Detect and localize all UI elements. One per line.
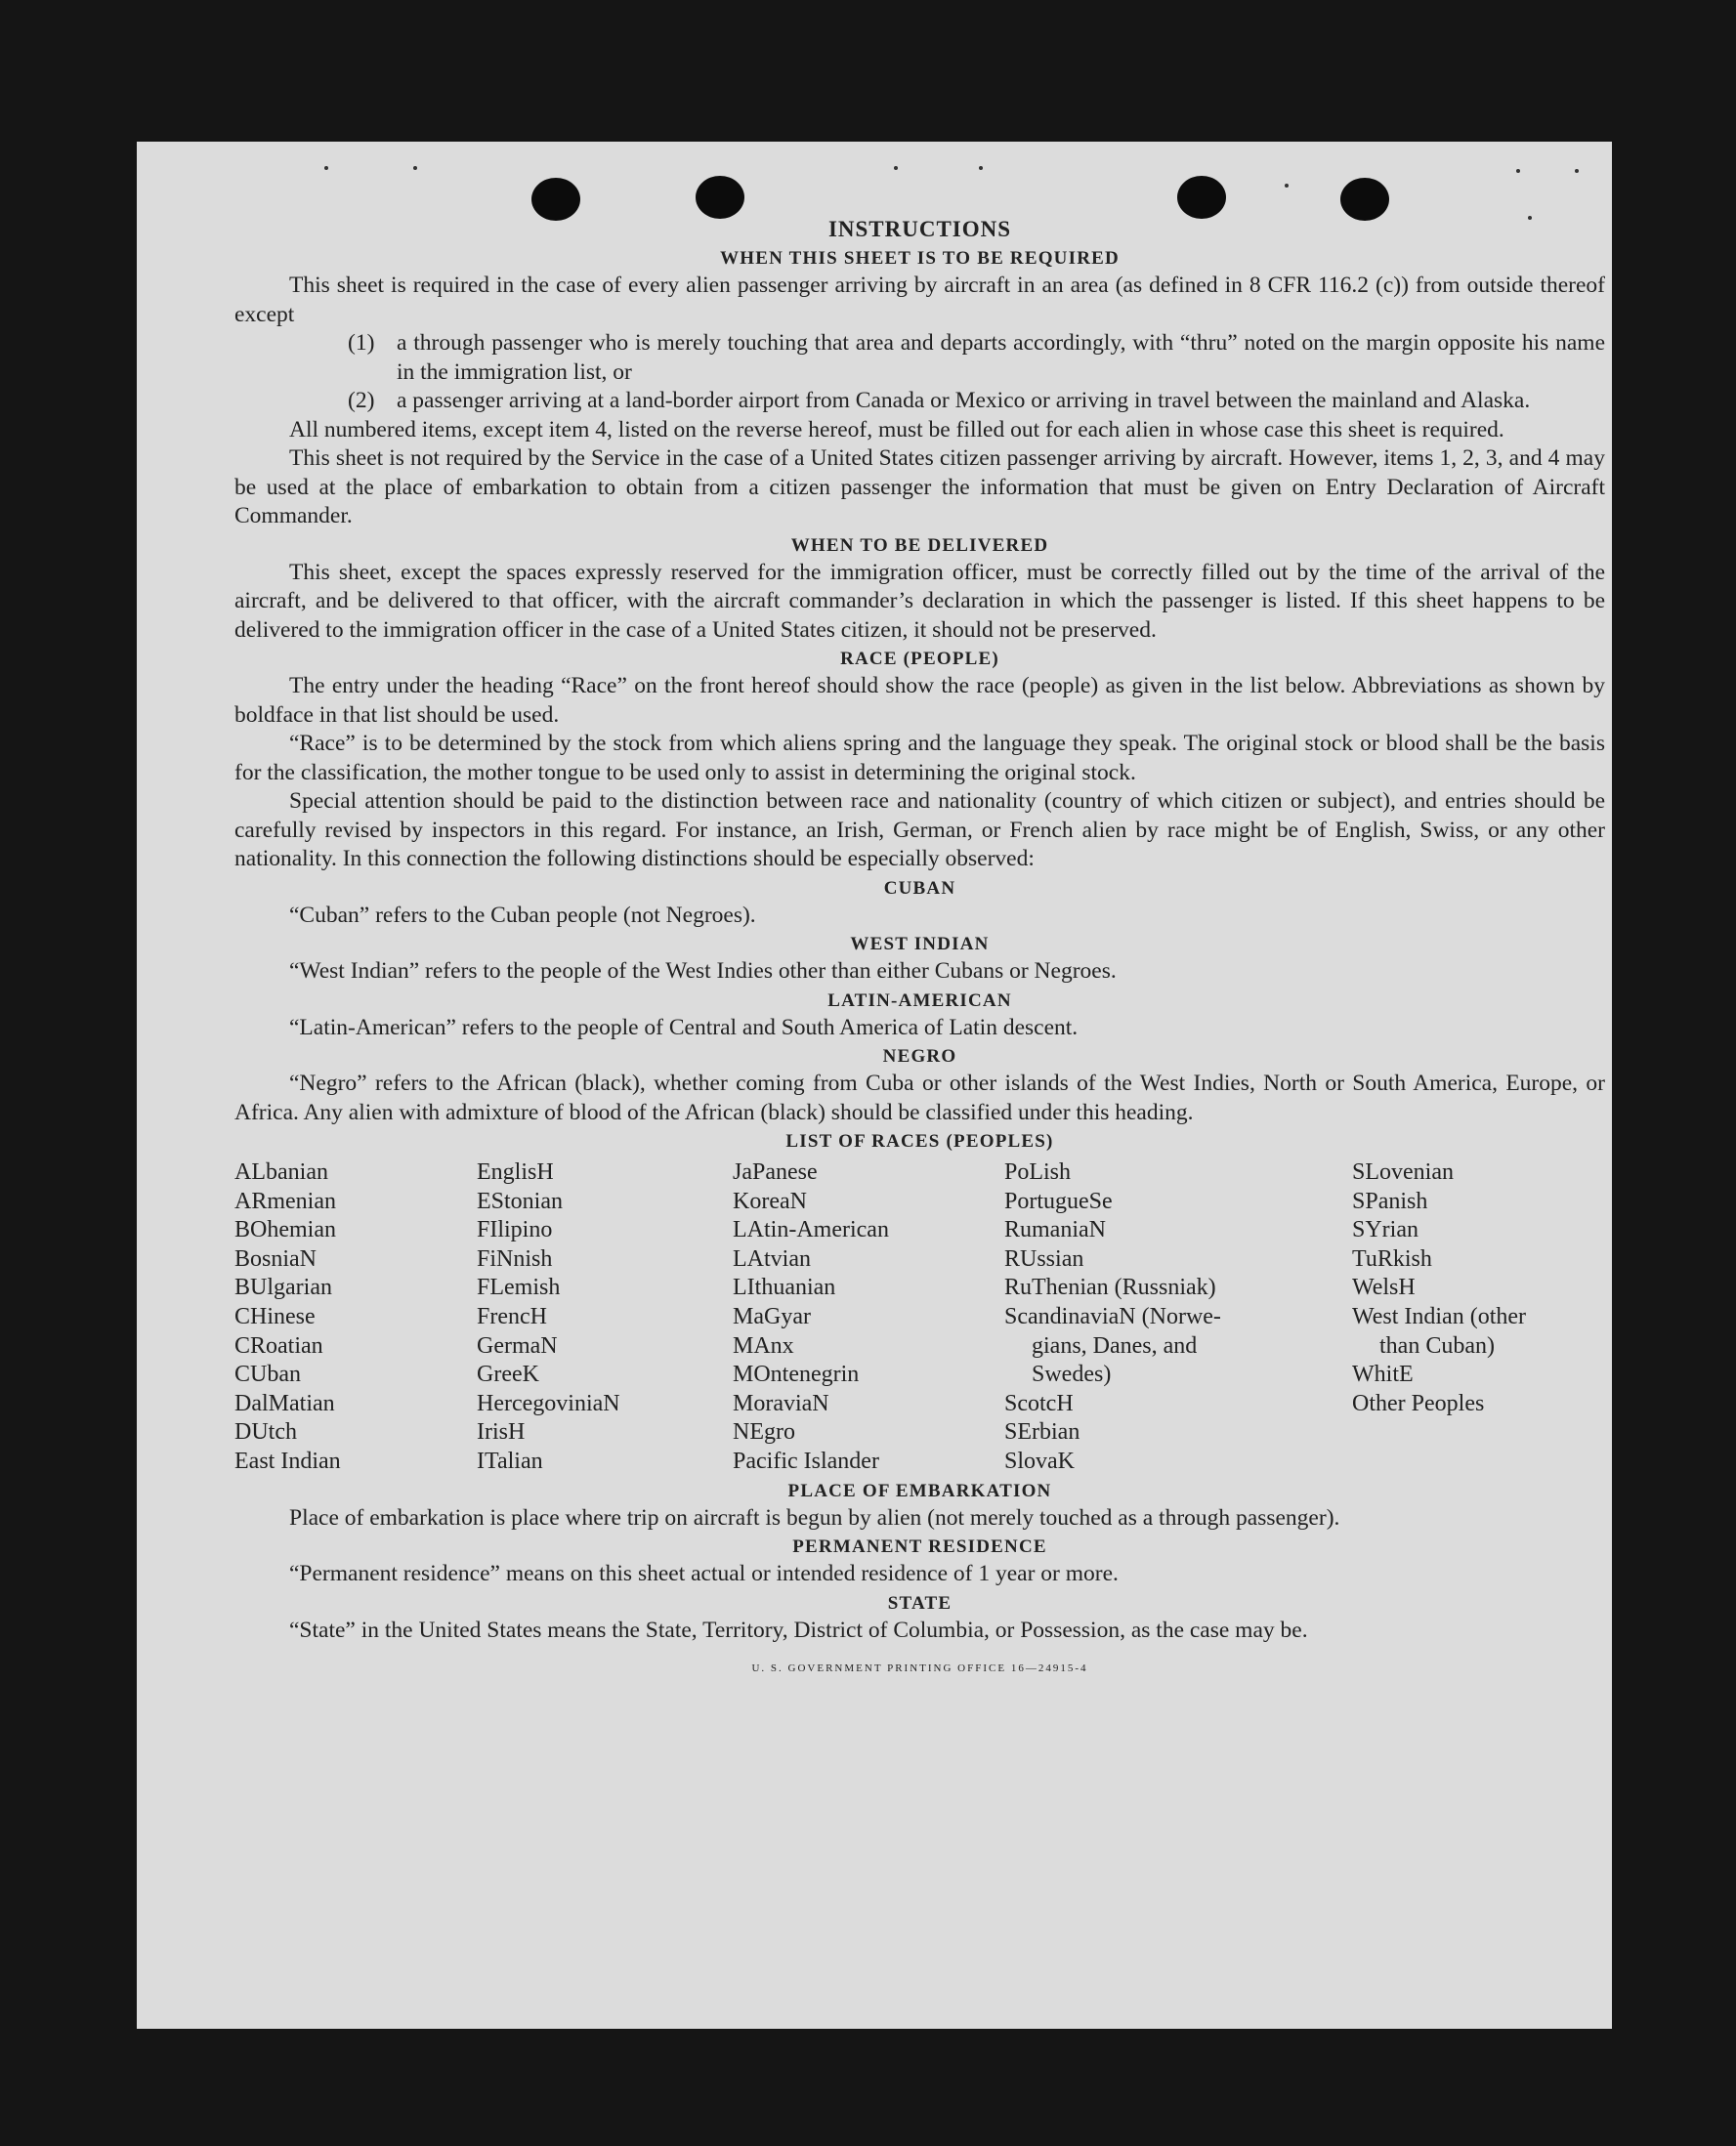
- section-heading: PLACE OF EMBARKATION: [787, 1480, 1052, 1501]
- race-entry: DalMatian: [234, 1390, 335, 1416]
- section-heading: WHEN TO BE DELIVERED: [790, 534, 1049, 556]
- race-entry: NEgro: [733, 1419, 795, 1446]
- section-heading: STATE: [887, 1592, 953, 1614]
- document-title: INSTRUCTIONS: [827, 217, 1012, 241]
- speck: [324, 166, 328, 170]
- printer-imprint: U. S. GOVERNMENT PRINTING OFFICE 16—24915-4: [751, 1662, 1088, 1675]
- race-entry: EnglisH: [477, 1159, 554, 1185]
- race-entry: SPanish: [1352, 1188, 1428, 1214]
- race-entry: CRoatian: [234, 1332, 323, 1359]
- race-entry: RUssian: [1004, 1245, 1084, 1272]
- race-entry: CHinese: [234, 1303, 316, 1329]
- race-entry: PoLish: [1004, 1159, 1072, 1185]
- race-entry: FIlipino: [477, 1217, 553, 1243]
- race-entry: FLemish: [477, 1275, 561, 1301]
- punch-hole: [1340, 178, 1389, 221]
- races-column: [733, 1158, 1004, 1477]
- speck: [894, 166, 898, 170]
- race-entry: East Indian: [234, 1448, 341, 1474]
- race-entry: West Indian (other: [1352, 1303, 1527, 1329]
- paragraph: “Negro” refers to the African (black), whether coming from Cuba or other islands of the West Indies, North or South America, Europe, or Africa. Any alien with admixture of blood of the African (black) should be classified under this heading.: [234, 1071, 1605, 1125]
- race-entry: RumaniaN: [1004, 1217, 1106, 1243]
- race-entry: GermaN: [477, 1332, 558, 1359]
- race-entry: MaGyar: [733, 1303, 811, 1329]
- race-entry: FiNnish: [477, 1245, 553, 1272]
- race-entry-continued: Swedes): [1032, 1362, 1112, 1388]
- race-entry: TuRkish: [1352, 1245, 1432, 1272]
- section-heading: RACE (PEOPLE): [840, 649, 999, 669]
- section-heading: CUBAN: [883, 877, 956, 899]
- paragraph: This sheet, except the spaces expressly reserved for the immigration officer, must be correctly filled out by the time of the arrival of the aircraft, and be delivered to that officer, with the aircraft commander’s declaration in which the passenger is listed. If this sheet happens to be delivered to the immigration officer in the case of a United States citizen, it should not be preserved.: [234, 559, 1605, 643]
- race-entry: HercegoviniaN: [477, 1390, 620, 1416]
- paragraph: “Cuban” refers to the Cuban people (not Negroes).: [289, 902, 756, 928]
- speck: [979, 166, 983, 170]
- speck: [1516, 169, 1520, 173]
- speck: [413, 166, 417, 170]
- race-entry: LAtin-American: [733, 1217, 889, 1243]
- item-number: (2): [348, 388, 375, 413]
- paragraph: This sheet is not required by the Service in the case of a United States citizen passenger arriving by aircraft. However, items 1, 2, 3, and 4 may be used at the place of embarkation to obtain from a citizen passenger the information that must be given on Entry Declaration of Aircraft Commander.: [234, 445, 1605, 528]
- paragraph: The entry under the heading “Race” on the front hereof should show the race (people) as given in the list below. Abbreviations as shown by boldface in that list should be used.: [234, 673, 1605, 728]
- paragraph: Place of embarkation is place where trip on aircraft is begun by alien (not merely touched as a through passenger).: [289, 1504, 1340, 1531]
- race-entry: MAnx: [733, 1332, 794, 1359]
- race-entry-continued: than Cuban): [1379, 1332, 1495, 1359]
- race-entry: SlovaK: [1004, 1448, 1075, 1474]
- punch-hole: [1177, 176, 1226, 219]
- race-entry: PortugueSe: [1004, 1188, 1113, 1214]
- speck: [1575, 169, 1579, 173]
- race-entry: CUban: [234, 1362, 301, 1388]
- race-entry: ScotcH: [1004, 1390, 1074, 1416]
- race-entry: LAtvian: [733, 1245, 811, 1272]
- race-entry: LIthuanian: [733, 1275, 836, 1301]
- races-column: [1352, 1158, 1605, 1477]
- section-heading: LIST OF RACES (PEOPLES): [785, 1131, 1054, 1152]
- races-column: [477, 1158, 733, 1477]
- race-entry: ITalian: [477, 1448, 543, 1474]
- race-entry: ALbanian: [234, 1159, 328, 1185]
- section-heading: LATIN-AMERICAN: [827, 989, 1012, 1011]
- race-entry: KoreaN: [733, 1188, 807, 1214]
- punch-hole: [531, 178, 580, 221]
- paragraph: “State” in the United States means the State, Territory, District of Columbia, or Possession, as the case may be.: [289, 1617, 1308, 1643]
- races-column: [1004, 1158, 1352, 1477]
- race-entry: ScandinaviaN (Norwe-: [1004, 1303, 1221, 1329]
- paragraph: This sheet is required in the case of every alien passenger arriving by aircraft in an area (as defined in 8 CFR 116.2 (c)) from outside thereof except: [234, 273, 1605, 327]
- paragraph: Special attention should be paid to the distinction between race and nationality (country of which citizen or subject), and entries should be carefully revised by inspectors in this regard. For instance, an Irish, German, or French alien by race might be of English, Swiss, or any other nationality. In this connection the following distinctions should be especially observed:: [234, 788, 1605, 871]
- item-text: a passenger arriving at a land-border airport from Canada or Mexico or arriving in travel between the mainland and Alaska.: [397, 388, 1531, 413]
- race-entry: JaPanese: [733, 1159, 818, 1185]
- item-text: a through passenger who is merely touching that area and departs accordingly, with “thru” noted on the margin opposite his name in the immigration list, or: [397, 330, 1605, 385]
- race-entry: ARmenian: [234, 1188, 336, 1214]
- race-entry: Pacific Islander: [733, 1448, 879, 1474]
- section-heading: PERMANENT RESIDENCE: [792, 1536, 1047, 1558]
- race-entry: MOntenegrin: [733, 1362, 860, 1388]
- item-number: (1): [348, 330, 375, 356]
- race-entry: BOhemian: [234, 1217, 336, 1243]
- race-entry: BosniaN: [234, 1245, 317, 1272]
- race-entry: GreeK: [477, 1362, 539, 1388]
- section-heading: WEST INDIAN: [850, 934, 990, 954]
- race-entry: WelsH: [1352, 1275, 1416, 1301]
- race-entry: IrisH: [477, 1419, 526, 1446]
- race-entry: WhitE: [1352, 1362, 1414, 1388]
- speck: [1285, 184, 1289, 188]
- section-heading: WHEN THIS SHEET IS TO BE REQUIRED: [720, 248, 1120, 269]
- race-entry: BUlgarian: [234, 1275, 332, 1301]
- paragraph: “West Indian” refers to the people of the West Indies other than either Cubans or Negroes.: [289, 958, 1117, 984]
- race-entry: DUtch: [234, 1419, 297, 1446]
- paragraph: “Race” is to be determined by the stock from which aliens spring and the language they speak. The original stock or blood shall be the basis for the classification, the mother tongue to be used only to assist in determining the original stock.: [234, 731, 1605, 785]
- paragraph: All numbered items, except item 4, listed on the reverse hereof, must be filled out for each alien in whose case this sheet is required.: [289, 416, 1504, 442]
- race-entry: FrencH: [477, 1303, 547, 1329]
- race-entry: SLovenian: [1352, 1159, 1454, 1185]
- race-entry: RuThenian (Russniak): [1004, 1275, 1216, 1301]
- list-item: [348, 329, 1605, 387]
- race-entry: EStonian: [477, 1188, 563, 1214]
- section-heading: NEGRO: [882, 1046, 957, 1067]
- race-entry: SErbian: [1004, 1419, 1080, 1446]
- race-entry: MoraviaN: [733, 1390, 829, 1416]
- document-content: [234, 217, 1605, 1674]
- punch-hole: [696, 176, 744, 219]
- races-column: [234, 1158, 477, 1477]
- race-entry: Other Peoples: [1352, 1390, 1485, 1416]
- list-item: [348, 387, 1605, 416]
- paragraph: “Permanent residence” means on this sheet actual or intended residence of 1 year or more.: [289, 1561, 1119, 1587]
- race-entry: SYrian: [1352, 1217, 1418, 1243]
- paragraph: “Latin-American” refers to the people of Central and South America of Latin descent.: [289, 1014, 1079, 1040]
- race-entry-continued: gians, Danes, and: [1032, 1332, 1198, 1359]
- races-list: [234, 1158, 1605, 1477]
